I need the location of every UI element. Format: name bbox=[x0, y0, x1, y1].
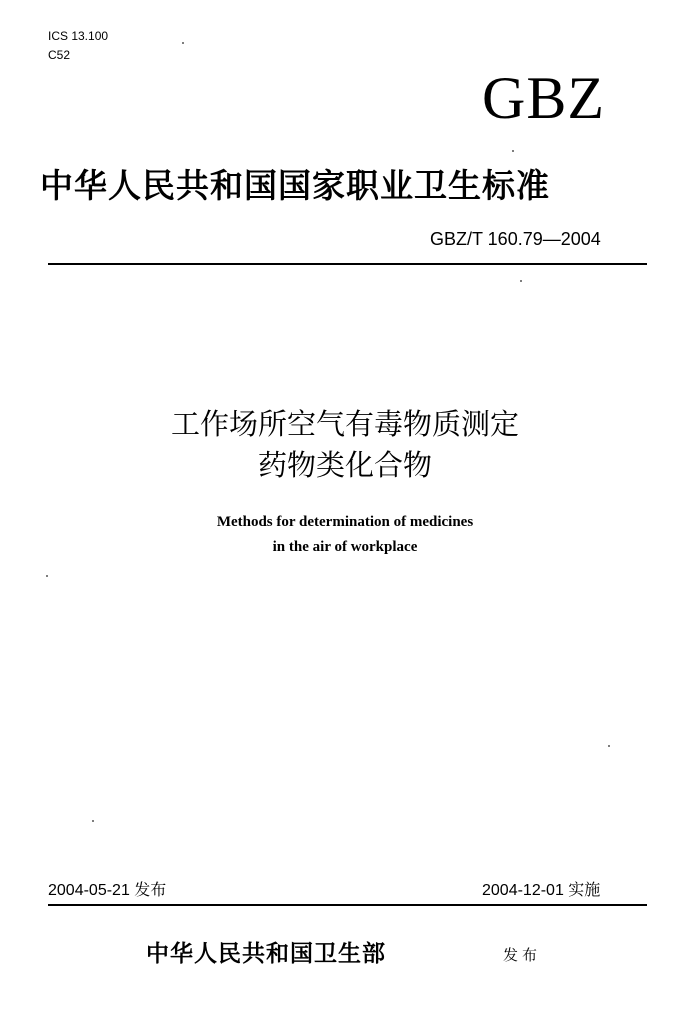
issue-date: 2004-05-21 发布 bbox=[48, 882, 167, 899]
ics-code: ICS 13.100 bbox=[48, 29, 109, 43]
scan-speck bbox=[608, 745, 610, 747]
scan-speck bbox=[512, 150, 514, 152]
standard-number: GBZ/T 160.79—2004 bbox=[430, 229, 601, 249]
title-chinese-line-1: 工作场所空气有毒物质测定 bbox=[170, 407, 519, 441]
scan-speck bbox=[520, 280, 522, 282]
scan-speck bbox=[92, 820, 94, 822]
top-divider bbox=[48, 263, 647, 265]
bottom-divider bbox=[48, 904, 647, 906]
title-english-line-2: in the air of workplace bbox=[272, 539, 418, 555]
scan-speck bbox=[46, 575, 48, 577]
gbz-logo: GBZ bbox=[482, 65, 605, 131]
title-chinese-line-2: 药物类化合物 bbox=[257, 448, 432, 482]
title-english-line-1: Methods for determination of medicines bbox=[216, 514, 474, 530]
issuer-title: 中华人民共和国国家职业卫生标准 bbox=[40, 166, 550, 205]
publisher-name: 中华人民共和国卫生部 bbox=[146, 940, 386, 967]
publish-label: 发布 bbox=[503, 946, 542, 964]
scan-speck bbox=[182, 42, 184, 44]
classification-code: C52 bbox=[48, 48, 71, 62]
implementation-date: 2004-12-01 实施 bbox=[482, 882, 601, 899]
